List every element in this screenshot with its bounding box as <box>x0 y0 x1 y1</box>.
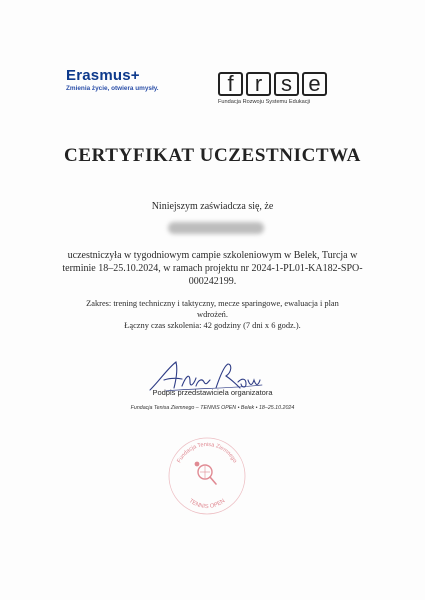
svg-text:TENNIS OPEN <box>188 498 227 510</box>
certificate-title: CERTYFIKAT UCZESTNICTWA <box>64 145 361 166</box>
training-hours: Łączny czas szkolenia: 42 godziny (7 dni x 6 godz.). <box>124 321 301 330</box>
tennis-ball-icon <box>195 462 200 467</box>
tennis-racket-icon <box>198 465 216 484</box>
frse-letter-s: s <box>274 72 299 96</box>
training-scope: Zakres: trening techniczny i taktyczny, mecze sparingowe, ewaluacja i plan wdrożeń. <box>86 299 339 319</box>
frse-letter-e: e <box>302 72 327 96</box>
frse-logo <box>218 72 342 105</box>
frse-letter-f: f <box>218 72 243 96</box>
certificate-intro: Niniejszym zaświadcza się, że <box>151 201 274 212</box>
erasmus-title: Erasmus+ <box>66 67 140 84</box>
redacted-participant-name <box>168 222 264 234</box>
erasmus-tagline: Zmienia życie, otwiera umysły. <box>66 85 159 92</box>
signature-caption: Podpis przedstawiciela organizatora <box>152 388 273 397</box>
organizer-footer: Fundacja Tenisa Ziemnego – TENNIS OPEN • Belek • 18–25.10.2024 <box>130 405 295 411</box>
frse-letter-r: r <box>246 72 271 96</box>
frse-letter-boxes <box>218 72 342 96</box>
svg-text:Fundacja Tenisa Ziemnego <box>176 442 237 464</box>
certificate-body: uczestniczyła w tygodniowym campie szkoleniowym w Belek, Turcja w terminie 18–25.10.2024, w ramach projektu nr 2024-1-PL01-KA182-SPO-000242199. <box>62 250 363 287</box>
stamp-arc-text-top: Fundacja Tenisa Ziemnego <box>176 441 238 464</box>
stamp-arc-text-bottom: TENNIS OPEN <box>187 498 227 511</box>
erasmus-logo <box>66 67 159 92</box>
organizer-stamp <box>165 434 249 518</box>
frse-subtitle: Fundacja Rozwoju Systemu Edukacji <box>218 99 311 105</box>
